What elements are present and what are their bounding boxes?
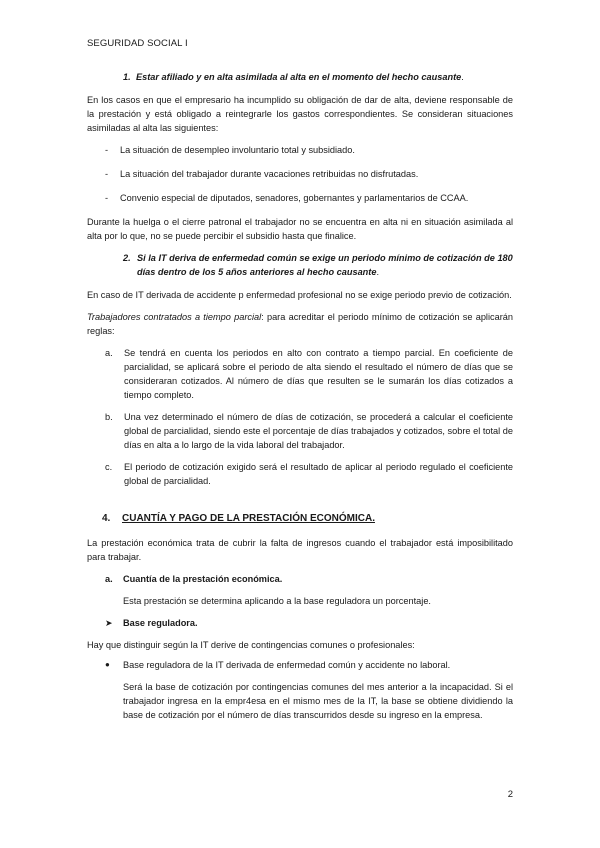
requirement-1-text: Estar afiliado y en alta asimilada al alta en el momento del hecho causante.: [136, 72, 464, 82]
list-item: c. El periodo de cotización exigido será el resultado de aplicar al periodo regulado el coeficiente global de parcialidad.: [87, 460, 513, 488]
accident-paragraph: En caso de IT derivada de accidente p enfermedad profesional no se exige periodo previo de cotización.: [87, 290, 512, 300]
dash-marker: -: [105, 169, 109, 179]
list-letter: b.: [105, 412, 113, 422]
assimilated-situations-list: [87, 143, 513, 205]
dash-marker: -: [105, 193, 109, 203]
base-reguladora-heading: ➤ Base reguladora.: [105, 618, 198, 628]
section-4-number: 4.: [102, 513, 111, 524]
section-4-title: CUANTÍA Y PAGO DE LA PRESTACIÓN ECONÓMICA.: [122, 513, 375, 524]
part-time-rules-list: [87, 346, 513, 488]
page-number: 2: [507, 789, 513, 800]
distinguish-paragraph: Hay que distinguir según la IT derive de contingencias comunes o profesionales:: [87, 640, 415, 650]
requirement-1-number: 1.: [123, 72, 131, 82]
running-header: SEGURIDAD SOCIAL I: [87, 38, 188, 49]
list-item: - Convenio especial de diputados, senadores, gobernantes y parlamentarios de CCAA.: [87, 191, 513, 205]
employer-responsibility-paragraph: En los casos en que el empresario ha incumplido su obligación de dar de alta, deviene responsable de la prestación y está obligado a reintegrarle los gastos correspondientes. Se consideran situaciones asimiladas al alta las siguientes:: [87, 95, 513, 133]
list-item: - La situación del trabajador durante vacaciones retribuidas no disfrutadas.: [87, 167, 513, 181]
strike-paragraph: Durante la huelga o el cierre patronal el trabajador no se encuentra en alta ni en situación asimilada al alta por lo que, no se puede percibir el subsidio hasta que finalice.: [87, 217, 513, 241]
list-item: - La situación de desempleo involuntario total y subsidiado.: [87, 143, 513, 157]
part-time-lead: Trabajadores contratados a tiempo parcial: [87, 312, 262, 322]
list-item: a. Se tendrá en cuenta los periodos en alto con contrato a tiempo parcial. En coeficiente de parcialidad, se aplicará sobre el periodo de alta siendo el resultado el número de días que se consideraran cotizados. Al número de días que resulten se le sumarán los días cotizados a tiempo completo.: [87, 346, 513, 402]
page-content: [87, 70, 513, 722]
dash-marker: -: [105, 145, 109, 155]
list-item: b. Una vez determinado el número de días de cotización, se procederá a calcular el coeficiente global de parcialidad, siendo este el porcentaje de días trabajados y cotizados, sobre el total de días en alta a lo largo de la vida laboral del trabajador.: [87, 410, 513, 452]
requirement-2-number: 2.: [123, 253, 131, 263]
requirement-2-text: Si la IT deriva de enfermedad común se exige un periodo mínimo de cotización de 180 días dentro de los 5 años anteriores al hecho causante.: [137, 253, 513, 277]
section-4-heading: [102, 512, 513, 526]
bullet-icon: ●: [105, 660, 110, 669]
list-letter: c.: [105, 462, 113, 472]
part-time-paragraph: Trabajadores contratados a tiempo parcial: para acreditar el periodo mínimo de cotización se aplicarán reglas:: [87, 312, 513, 336]
common-illness-base-paragraph: Será la base de cotización por contingencias comunes del mes anterior a la incapacidad. Si el trabajador ingresa en la empr4esa en el mismo mes de la IT, la base se obtiene dividiendo la base de cotización por el número de días transcurridos desde su ingreso en la empresa.: [123, 682, 513, 720]
section-4-intro: La prestación económica trata de cubrir la falta de ingresos cuando el trabajador está imposibilitado para trabajar.: [87, 538, 513, 562]
subsection-a-text: Esta prestación se determina aplicando a la base reguladora un porcentaje.: [123, 596, 431, 606]
arrow-icon: ➤: [105, 618, 113, 628]
requirement-1-heading: [123, 70, 513, 84]
bullet-item: ● Base reguladora de la IT derivada de enfermedad común y accidente no laboral.: [105, 660, 451, 670]
subsection-a-heading: a. Cuantía de la prestación económica.: [105, 574, 283, 584]
requirement-2-heading: [123, 251, 513, 279]
list-letter: a.: [105, 348, 113, 358]
